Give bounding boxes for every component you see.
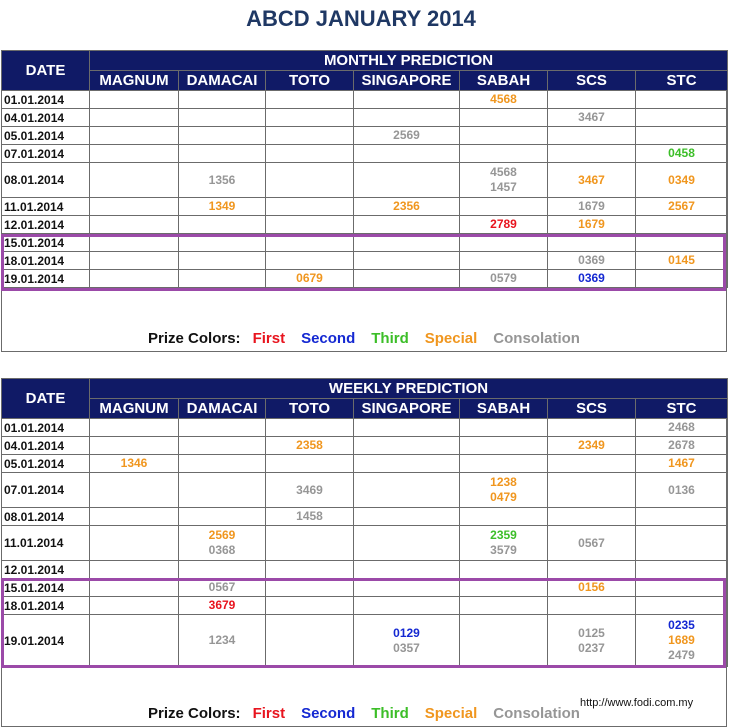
predicted-number: 2569 [393, 128, 420, 142]
prize-colors-legend [1, 330, 727, 347]
weekly-prediction-table [1, 378, 728, 667]
prediction-cell [548, 526, 636, 561]
prediction-cell [90, 252, 179, 270]
prediction-cell [90, 109, 179, 127]
date-column-header: DATE [2, 51, 90, 91]
prediction-cell [460, 526, 548, 561]
prediction-cell [90, 163, 179, 198]
prediction-cell [354, 216, 460, 234]
prediction-cell [266, 419, 354, 437]
column-header-scs: SCS [548, 399, 636, 419]
column-header-scs: SCS [548, 71, 636, 91]
row-date: 12.01.2014 [2, 561, 90, 579]
column-header-stc: STC [636, 399, 728, 419]
predicted-number: 2356 [393, 199, 420, 213]
prediction-cell [460, 109, 548, 127]
prize-color-second: Second [301, 330, 356, 347]
predicted-number: 1457 [490, 180, 517, 194]
prediction-cell [90, 473, 179, 508]
prize-color-first: First [252, 705, 286, 722]
prediction-cell [548, 216, 636, 234]
prediction-cell [266, 216, 354, 234]
table-row [2, 473, 728, 508]
prediction-cell [460, 270, 548, 288]
predicted-number: 1467 [668, 456, 695, 470]
predicted-number: 0136 [668, 482, 695, 497]
table-row [2, 163, 728, 198]
row-date: 08.01.2014 [2, 508, 90, 526]
prediction-cell [90, 145, 179, 163]
prediction-cell [179, 234, 266, 252]
row-date: 15.01.2014 [2, 579, 90, 597]
prediction-cell [90, 526, 179, 561]
prize-color-first: First [252, 330, 286, 347]
prediction-cell [460, 615, 548, 667]
prediction-cell [354, 437, 460, 455]
predicted-number: 0567 [578, 535, 605, 550]
prediction-cell [548, 419, 636, 437]
predicted-number: 0567 [208, 580, 236, 594]
prediction-cell [266, 127, 354, 145]
table-row [2, 109, 728, 127]
prediction-cell [636, 270, 728, 288]
prediction-cell [548, 437, 636, 455]
prediction-cell [548, 473, 636, 508]
prediction-cell [179, 91, 266, 109]
column-header-toto: TOTO [266, 71, 354, 91]
prize-color-third: Third [371, 330, 409, 347]
prediction-cell [460, 145, 548, 163]
predicted-number: 2468 [668, 420, 695, 434]
prediction-cell [90, 91, 179, 109]
predicted-number: 2349 [578, 438, 605, 452]
prediction-cell [354, 163, 460, 198]
prediction-cell [548, 145, 636, 163]
prediction-cell [90, 127, 179, 145]
table-row [2, 234, 728, 252]
prediction-cell [266, 508, 354, 526]
prediction-cell [636, 127, 728, 145]
row-date: 15.01.2014 [2, 234, 90, 252]
predicted-number: 0679 [296, 271, 323, 285]
prediction-cell [90, 615, 179, 667]
prediction-cell [636, 145, 728, 163]
prediction-cell [266, 597, 354, 615]
column-header-magnum: MAGNUM [90, 399, 179, 419]
prediction-cell [354, 597, 460, 615]
column-header-singapore: SINGAPORE [354, 71, 460, 91]
prediction-cell [636, 198, 728, 216]
prediction-cell [266, 234, 354, 252]
monthly-heading: MONTHLY PREDICTION [90, 51, 728, 71]
prediction-cell [460, 216, 548, 234]
prize-colors-label: Prize Colors: [148, 330, 241, 347]
prize-color-third: Third [371, 705, 409, 722]
prediction-cell [179, 615, 266, 667]
predicted-number: 2359 [490, 528, 517, 542]
predicted-number: 4568 [490, 92, 517, 106]
prediction-cell [460, 127, 548, 145]
predicted-number: 0235 [668, 618, 695, 632]
table-row [2, 437, 728, 455]
prediction-cell [636, 252, 728, 270]
prediction-cell [636, 597, 728, 615]
prediction-cell [636, 234, 728, 252]
prediction-cell [548, 508, 636, 526]
prediction-cell [460, 579, 548, 597]
row-date: 05.01.2014 [2, 455, 90, 473]
prize-color-special: Special [424, 705, 478, 722]
predicted-number: 0369 [578, 271, 605, 285]
table-row [2, 145, 728, 163]
column-header-toto: TOTO [266, 399, 354, 419]
predicted-number: 0369 [578, 253, 605, 267]
prediction-cell [179, 198, 266, 216]
row-date: 01.01.2014 [2, 419, 90, 437]
row-date: 01.01.2014 [2, 91, 90, 109]
column-header-damacai: DAMACAI [179, 399, 266, 419]
prediction-cell [266, 109, 354, 127]
column-header-singapore: SINGAPORE [354, 399, 460, 419]
row-date: 19.01.2014 [2, 615, 90, 667]
prediction-cell [636, 615, 728, 667]
row-date: 11.01.2014 [2, 198, 90, 216]
table-row [2, 561, 728, 579]
row-date: 04.01.2014 [2, 437, 90, 455]
prediction-cell [460, 234, 548, 252]
prediction-cell [90, 216, 179, 234]
prediction-cell [354, 145, 460, 163]
prediction-cell [354, 579, 460, 597]
predicted-number: 3467 [578, 110, 605, 124]
prediction-cell [354, 473, 460, 508]
prediction-cell [90, 455, 179, 473]
column-header-sabah: SABAH [460, 71, 548, 91]
prediction-cell [179, 579, 266, 597]
predicted-number: 0125 [578, 625, 605, 640]
prediction-cell [636, 508, 728, 526]
prediction-cell [636, 455, 728, 473]
prediction-cell [266, 91, 354, 109]
prediction-cell [636, 109, 728, 127]
predicted-number: 3467 [578, 172, 605, 187]
predicted-number: 2479 [668, 648, 695, 662]
predicted-number: 0579 [490, 271, 517, 285]
table-row [2, 508, 728, 526]
prediction-cell [179, 508, 266, 526]
row-date: 18.01.2014 [2, 597, 90, 615]
predicted-number: 2567 [668, 199, 695, 213]
prediction-cell [179, 270, 266, 288]
predicted-number: 1689 [668, 633, 695, 647]
prediction-cell [179, 127, 266, 145]
column-header-sabah: SABAH [460, 399, 548, 419]
prediction-cell [460, 252, 548, 270]
predicted-number: 1234 [208, 633, 236, 647]
prediction-cell [354, 127, 460, 145]
prediction-cell [354, 270, 460, 288]
prediction-cell [179, 216, 266, 234]
prediction-cell [179, 561, 266, 579]
predicted-number: 2789 [490, 217, 517, 231]
prediction-cell [460, 198, 548, 216]
table-row [2, 270, 728, 288]
prediction-cell [548, 91, 636, 109]
prize-color-special: Special [424, 330, 478, 347]
prediction-cell [636, 473, 728, 508]
predicted-number: 2569 [208, 528, 236, 542]
predicted-number: 3579 [490, 543, 517, 557]
prediction-cell [179, 437, 266, 455]
prediction-cell [179, 163, 266, 198]
monthly-prediction-table [1, 50, 728, 288]
prediction-cell [266, 526, 354, 561]
row-date: 07.01.2014 [2, 473, 90, 508]
table-row [2, 419, 728, 437]
row-date: 11.01.2014 [2, 526, 90, 561]
prediction-cell [548, 198, 636, 216]
predicted-number: 0129 [393, 625, 420, 640]
prize-color-consolation: Consolation [493, 330, 580, 347]
prediction-cell [460, 437, 548, 455]
prediction-cell [266, 473, 354, 508]
prediction-cell [90, 437, 179, 455]
predicted-number: 0357 [393, 640, 420, 655]
predicted-number: 3469 [296, 482, 323, 497]
prediction-cell [266, 198, 354, 216]
prediction-cell [266, 270, 354, 288]
prediction-cell [460, 473, 548, 508]
prediction-cell [90, 561, 179, 579]
footer-url: http://www.fodi.com.my [580, 697, 694, 709]
prediction-cell [548, 270, 636, 288]
prediction-cell [354, 615, 460, 667]
predicted-number: 1238 [490, 475, 517, 489]
prediction-cell [460, 597, 548, 615]
row-date: 05.01.2014 [2, 127, 90, 145]
prediction-cell [548, 109, 636, 127]
prediction-cell [460, 419, 548, 437]
prediction-cell [90, 579, 179, 597]
table-row [2, 597, 728, 615]
prediction-cell [548, 597, 636, 615]
prediction-cell [90, 198, 179, 216]
predicted-number: 1458 [296, 509, 323, 523]
prediction-cell [266, 437, 354, 455]
predicted-number: 1346 [120, 456, 148, 470]
predicted-number: 1356 [208, 172, 236, 187]
monthly-section [1, 50, 727, 352]
prediction-cell [179, 526, 266, 561]
prediction-cell [90, 270, 179, 288]
prediction-cell [354, 508, 460, 526]
column-header-damacai: DAMACAI [179, 71, 266, 91]
predicted-number: 0156 [578, 580, 605, 594]
prediction-cell [548, 455, 636, 473]
table-row [2, 252, 728, 270]
prediction-cell [179, 419, 266, 437]
prediction-cell [548, 561, 636, 579]
prediction-cell [636, 561, 728, 579]
page-title: ABCD JANUARY 2014 [246, 6, 476, 31]
prediction-cell [636, 419, 728, 437]
prediction-cell [460, 455, 548, 473]
prediction-cell [460, 91, 548, 109]
row-date: 19.01.2014 [2, 270, 90, 288]
prize-color-second: Second [301, 705, 356, 722]
prediction-cell [354, 561, 460, 579]
prediction-cell [266, 455, 354, 473]
weekly-section [1, 378, 727, 727]
date-column-header: DATE [2, 379, 90, 419]
prediction-cell [266, 561, 354, 579]
row-date: 04.01.2014 [2, 109, 90, 127]
table-row [2, 216, 728, 234]
prediction-cell [179, 109, 266, 127]
prediction-cell [354, 234, 460, 252]
prediction-cell [354, 198, 460, 216]
prediction-cell [354, 109, 460, 127]
prize-colors-label: Prize Colors: [148, 705, 241, 722]
predicted-number: 3679 [208, 598, 236, 612]
prediction-cell [354, 419, 460, 437]
prediction-cell [179, 597, 266, 615]
prediction-cell [90, 419, 179, 437]
column-header-magnum: MAGNUM [90, 71, 179, 91]
prediction-cell [636, 437, 728, 455]
predicted-number: 2358 [296, 438, 323, 452]
prediction-cell [90, 597, 179, 615]
predicted-number: 1679 [578, 199, 605, 213]
prediction-cell [266, 615, 354, 667]
prediction-cell [548, 234, 636, 252]
predicted-number: 1679 [578, 217, 605, 231]
prediction-cell [548, 252, 636, 270]
row-date: 12.01.2014 [2, 216, 90, 234]
prediction-cell [266, 145, 354, 163]
prediction-cell [90, 508, 179, 526]
prediction-cell [460, 163, 548, 198]
predicted-number: 0237 [578, 640, 605, 655]
row-date: 08.01.2014 [2, 163, 90, 198]
predicted-number: 2678 [668, 438, 695, 452]
prediction-cell [266, 252, 354, 270]
prediction-cell [90, 234, 179, 252]
prediction-cell [266, 163, 354, 198]
prediction-cell [636, 526, 728, 561]
predicted-number: 4568 [490, 165, 517, 179]
prediction-cell [354, 252, 460, 270]
table-row [2, 127, 728, 145]
prediction-cell [354, 91, 460, 109]
prediction-cell [548, 615, 636, 667]
column-header-stc: STC [636, 71, 728, 91]
predicted-number: 0458 [668, 146, 695, 160]
predicted-number: 1349 [208, 199, 236, 213]
prediction-cell [266, 579, 354, 597]
prediction-cell [636, 163, 728, 198]
table-row [2, 91, 728, 109]
prediction-cell [179, 473, 266, 508]
prediction-cell [548, 163, 636, 198]
table-row [2, 455, 728, 473]
prediction-cell [636, 216, 728, 234]
prediction-cell [460, 508, 548, 526]
predicted-number: 0479 [490, 490, 517, 504]
prediction-cell [179, 252, 266, 270]
table-row [2, 615, 728, 667]
prediction-cell [354, 526, 460, 561]
predicted-number: 0349 [668, 172, 695, 187]
predicted-number: 0145 [668, 253, 695, 267]
prediction-cell [460, 561, 548, 579]
prediction-cell [548, 579, 636, 597]
row-date: 18.01.2014 [2, 252, 90, 270]
weekly-heading: WEEKLY PREDICTION [90, 379, 728, 399]
prediction-cell [179, 145, 266, 163]
prediction-cell [636, 91, 728, 109]
table-row [2, 526, 728, 561]
prediction-cell [548, 127, 636, 145]
prize-color-consolation: Consolation [493, 705, 580, 722]
table-row [2, 198, 728, 216]
prediction-cell [636, 579, 728, 597]
predicted-number: 0368 [208, 543, 236, 557]
table-row [2, 579, 728, 597]
row-date: 07.01.2014 [2, 145, 90, 163]
prediction-cell [354, 455, 460, 473]
prediction-cell [179, 455, 266, 473]
